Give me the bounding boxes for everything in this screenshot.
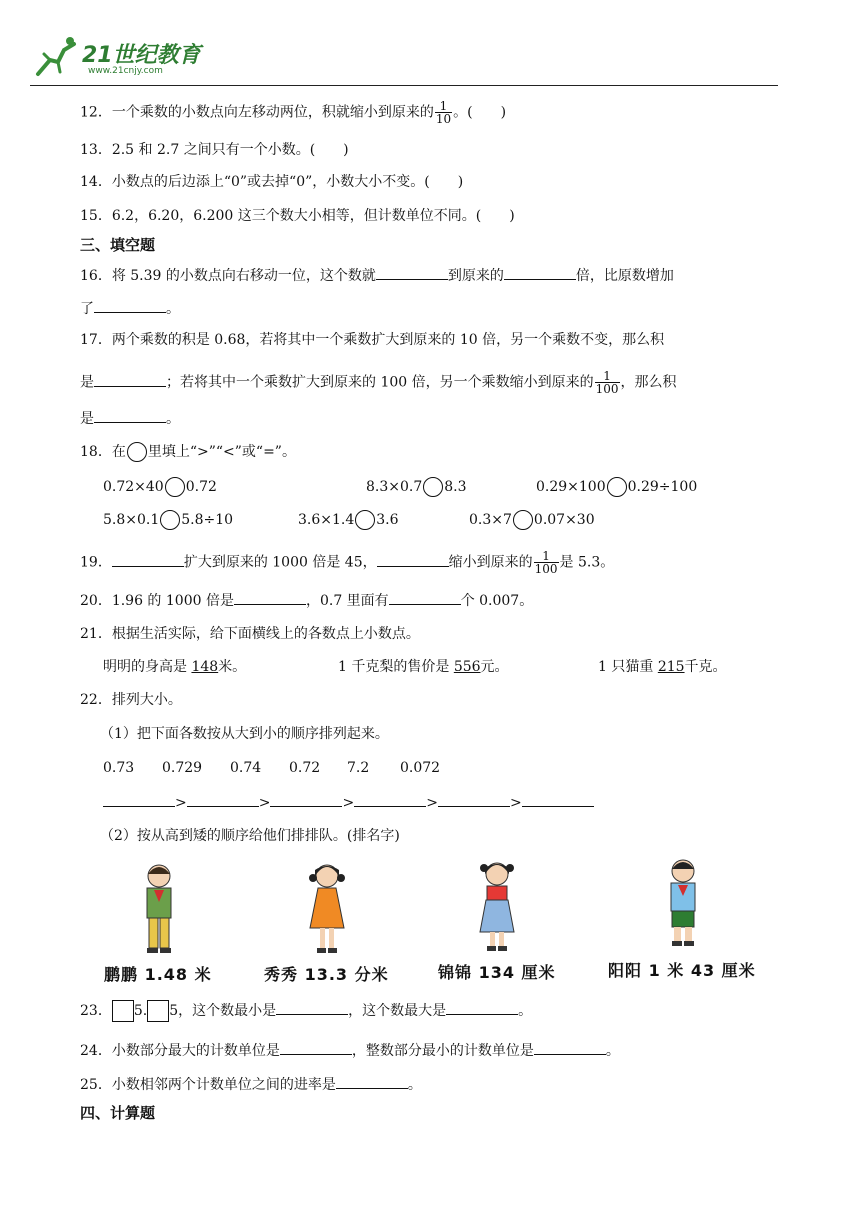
question-15: 15．6.2，6.20，6.200 这三个数大小相等，但计数单位不同。( ) bbox=[80, 208, 515, 224]
kid-caption: 阳阳 1 米 43 厘米 bbox=[608, 961, 756, 980]
boy-figure-icon bbox=[134, 862, 184, 958]
q21-item-1: 明明的身高是 148米。 bbox=[103, 659, 247, 675]
digit-box[interactable] bbox=[147, 1000, 169, 1022]
q22-number: 0.072 bbox=[400, 760, 441, 776]
answer-blank[interactable] bbox=[94, 408, 166, 423]
digit-box[interactable] bbox=[112, 1000, 134, 1022]
answer-blank[interactable] bbox=[504, 265, 576, 280]
answer-blank[interactable] bbox=[270, 792, 342, 807]
answer-blank[interactable] bbox=[276, 1000, 348, 1015]
girl-figure-icon bbox=[472, 860, 522, 956]
answer-blank[interactable] bbox=[446, 1000, 518, 1015]
kid-caption: 秀秀 13.3 分米 bbox=[264, 965, 389, 984]
compare-circle[interactable] bbox=[607, 477, 627, 497]
q22-number: 0.73 bbox=[103, 760, 135, 776]
logo-text: 21世纪教育 bbox=[82, 43, 201, 68]
question-17: 17．两个乘数的积是 0.68，若将其中一个乘数扩大到原来的 10 倍，另一个乘数不变，那么积 bbox=[80, 332, 665, 348]
compare-circle[interactable] bbox=[423, 477, 443, 497]
fraction: $\frac{1}{100}$ bbox=[534, 549, 558, 576]
answer-blank[interactable] bbox=[438, 792, 510, 807]
boy-figure-icon bbox=[658, 858, 708, 950]
compare-item: 5.8×0.1 5.8÷10 bbox=[103, 512, 234, 528]
answer-blank[interactable] bbox=[354, 792, 426, 807]
question-12: 12．一个乘数的小数点向左移动两位，积就缩小到原来的 $\frac{1}{10}$ 。( ) bbox=[80, 99, 507, 126]
logo-url: www.21cnjy.com bbox=[88, 66, 163, 76]
question-16: 16．将 5.39 的小数点向右移动一位，这个数就 到原来的 倍，比原数增加 bbox=[80, 265, 674, 285]
q21-item-2: 1 千克梨的售价是 556元。 bbox=[338, 659, 509, 675]
compare-item: 3.6×1.4 3.6 bbox=[298, 512, 399, 528]
answer-blank[interactable] bbox=[377, 552, 449, 567]
header-rule bbox=[30, 85, 778, 86]
question-16-cont: 了 。 bbox=[80, 298, 180, 318]
compare-circle[interactable] bbox=[355, 510, 375, 530]
question-22: 22．排列大小。 bbox=[80, 692, 182, 708]
question-18: 18．在 里填上“>”“<”或“=”。 bbox=[80, 444, 296, 460]
answer-blank[interactable] bbox=[94, 372, 166, 387]
compare-item: 0.3×7 0.07×30 bbox=[469, 512, 595, 528]
section-heading-4: 四、计算题 bbox=[80, 1104, 156, 1122]
logo bbox=[30, 34, 200, 80]
answer-blank[interactable] bbox=[534, 1040, 606, 1055]
compare-circle[interactable] bbox=[160, 510, 180, 530]
section-heading-3: 三、填空题 bbox=[80, 236, 156, 254]
compare-circle bbox=[127, 442, 147, 462]
compare-circle[interactable] bbox=[513, 510, 533, 530]
q22-number: 7.2 bbox=[347, 760, 370, 776]
answer-blank[interactable] bbox=[376, 265, 448, 280]
question-19: 19． 扩大到原来的 1000 倍是 45， 缩小到原来的 $\frac{1}{100}$ 是 5.3。 bbox=[80, 549, 615, 576]
q21-item-3: 1 只猫重 215千克。 bbox=[598, 659, 727, 675]
question-17-cont: 是 ；若将其中一个乘数扩大到原来的 100 倍，另一个乘数缩小到原来的 $\frac{1}{100}$ ，那么积 bbox=[80, 369, 677, 396]
answer-blank[interactable] bbox=[234, 590, 306, 605]
fraction: $\frac{1}{10}$ bbox=[435, 99, 452, 126]
girl-figure-icon bbox=[302, 862, 352, 958]
kid-caption: 鹏鹏 1.48 米 bbox=[104, 965, 212, 984]
compare-item: 0.29×100 0.29÷100 bbox=[536, 479, 698, 495]
q22-order-blanks: > > > > > bbox=[103, 792, 594, 812]
q22-number: 0.72 bbox=[289, 760, 321, 776]
q22-sub-1: （1）把下面各数按从大到小的顺序排列起来。 bbox=[100, 726, 389, 742]
answer-blank[interactable] bbox=[187, 792, 259, 807]
kid-caption: 锦锦 134 厘米 bbox=[438, 963, 556, 982]
compare-circle[interactable] bbox=[165, 477, 185, 497]
answer-blank[interactable] bbox=[389, 590, 461, 605]
compare-item: 0.72×40 0.72 bbox=[103, 479, 217, 495]
answer-blank[interactable] bbox=[112, 552, 184, 567]
question-13: 13．2.5 和 2.7 之间只有一个小数。( ) bbox=[80, 142, 349, 158]
q22-sub-2: （2）按从高到矮的顺序给他们排排队。(排名字) bbox=[100, 828, 400, 844]
question-17-cont2: 是 。 bbox=[80, 408, 180, 428]
fraction: $\frac{1}{100}$ bbox=[595, 369, 619, 396]
question-21: 21．根据生活实际，给下面横线上的各数点上小数点。 bbox=[80, 626, 420, 642]
answer-blank[interactable] bbox=[94, 298, 166, 313]
q22-number: 0.74 bbox=[230, 760, 262, 776]
answer-blank[interactable] bbox=[103, 792, 175, 807]
answer-blank[interactable] bbox=[280, 1040, 352, 1055]
question-14: 14．小数点的后边添上“0”或去掉“0”，小数大小不变。( ) bbox=[80, 174, 464, 190]
question-25: 25．小数相邻两个计数单位之间的进率是 。 bbox=[80, 1074, 422, 1094]
question-24: 24．小数部分最大的计数单位是 ，整数部分最小的计数单位是 。 bbox=[80, 1040, 620, 1060]
question-20: 20．1.96 的 1000 倍是 ，0.7 里面有 个 0.007。 bbox=[80, 590, 533, 610]
question-23: 23． 5. 5，这个数最小是 ，这个数最大是 。 bbox=[80, 1000, 532, 1020]
answer-blank[interactable] bbox=[522, 792, 594, 807]
compare-item: 8.3×0.7 8.3 bbox=[366, 479, 467, 495]
answer-blank[interactable] bbox=[336, 1074, 408, 1089]
q22-number: 0.729 bbox=[162, 760, 203, 776]
